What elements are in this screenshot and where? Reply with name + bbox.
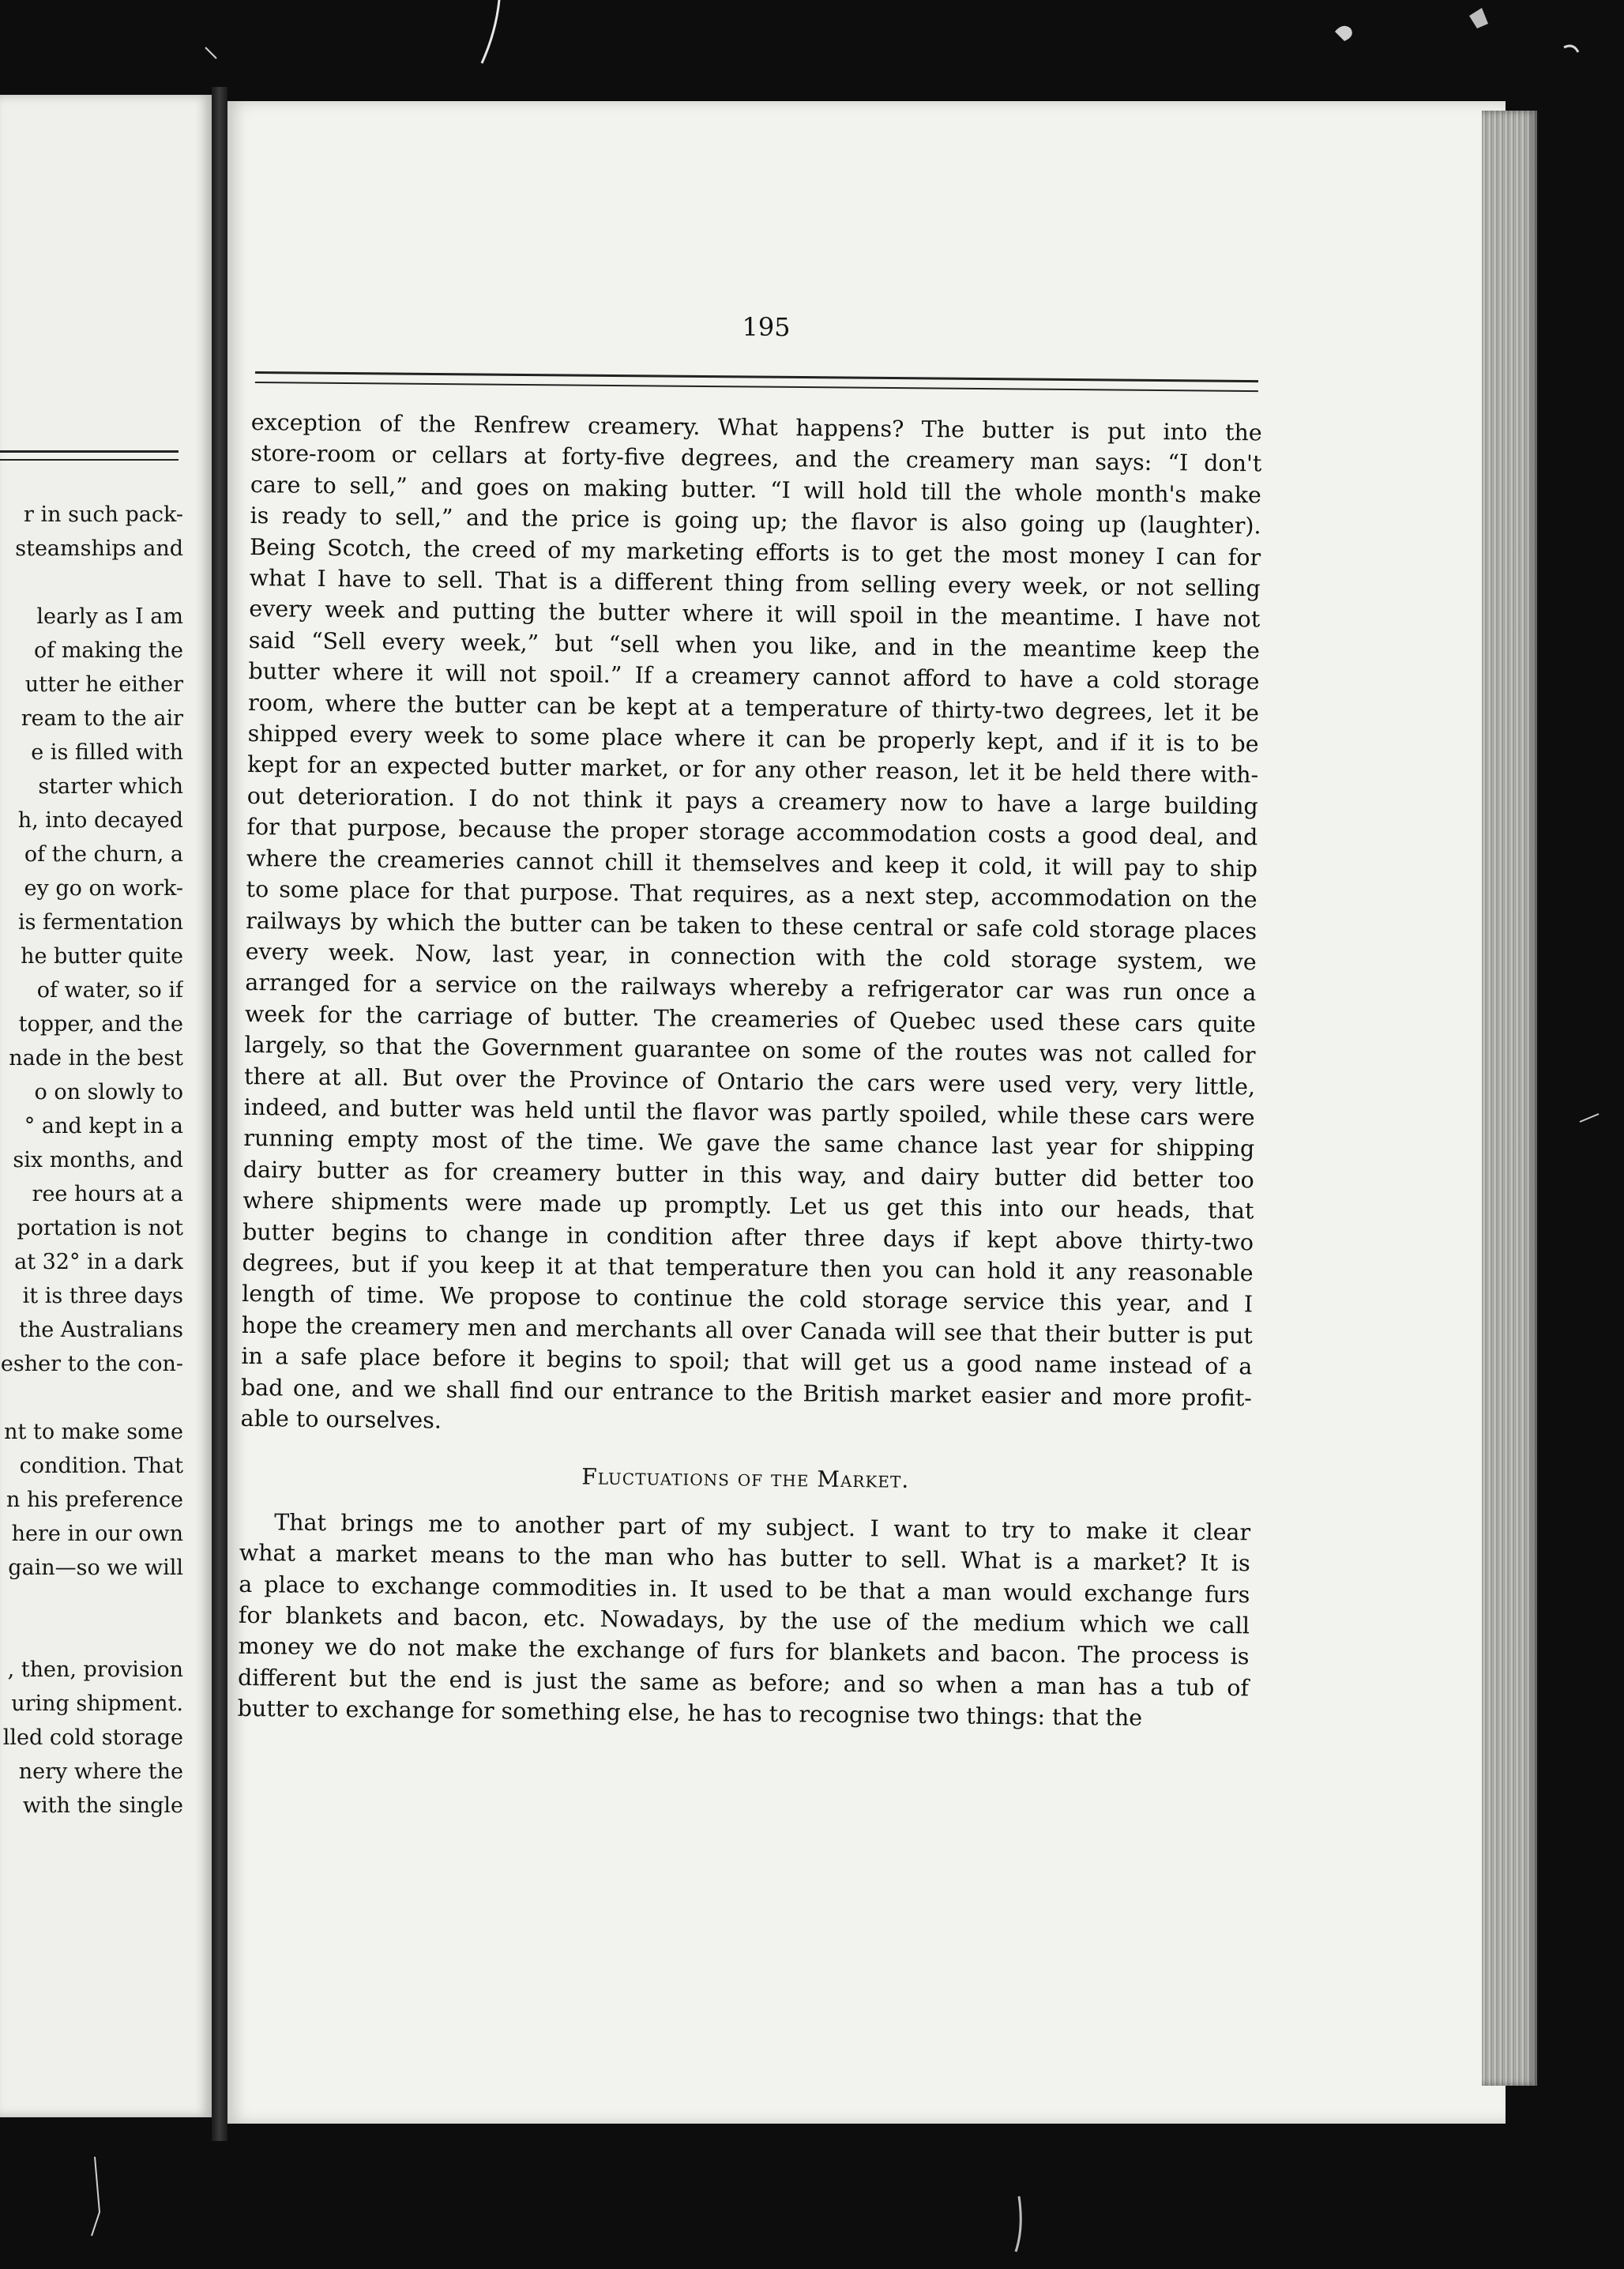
text-line: in a safe place before it begins to spoil; that will get us a good name instead of a [241,1343,1253,1380]
left-page-line: of making the [34,638,183,663]
page-edges [1482,111,1537,2086]
left-page-line: learly as I am [36,604,183,629]
text-line: said “Sell every week,” but “sell when you like, and in the meantime keep the [248,627,1261,664]
text-line: there at all. But over the Province of Ontario the cars were used very, very little, [243,1063,1256,1100]
text-line: different but the end is just the same as before; and so when a man has a tub of [237,1664,1250,1702]
left-page-line [0,1585,183,1619]
left-page-line: is fermentation [18,910,183,935]
text-line: largely, so that the Government guarantee on some of the routes was not called for [244,1032,1256,1069]
text-line: for that purpose, because the proper storage accommodation costs a good deal, and [246,814,1258,851]
text-line: dairy butter as for creamery butter in this way, and dairy butter did better too [242,1156,1254,1194]
left-page-line: h, into decayed [17,808,183,833]
text-line: exception of the Renfrew creamery. What happens? The butter is put into the [250,408,1262,446]
left-page-line: uring shipment. [11,1691,183,1716]
text-line: hope the creamery men and merchants all over Canada will see that their butter is put [241,1311,1253,1349]
text-line: care to sell,” and goes on making butter. “I will hold till the whole month's make [250,471,1262,509]
text-line: to some place for that purpose. That requires, as a next step, accommodation on the [246,876,1257,913]
left-page-line: condition. That [19,1454,183,1478]
left-page-line: he butter quite [21,944,183,969]
left-page-text-fragments [0,498,183,1823]
left-page-line: here in our own [11,1522,183,1546]
left-page-line: of the churn, a [24,842,183,867]
text-line: shipped every week to some place where it can be properly kept, and if it is to be [247,721,1259,758]
left-page-line [0,1381,183,1415]
left-page-header-rule [0,450,179,461]
left-page-line: ream to the air [21,706,183,731]
text-line: money we do not make the exchange of furs for blankets and bacon. The process is [238,1633,1250,1670]
text-line: running empty most of the time. We gave the same chance last year for shipping [243,1125,1255,1162]
text-line: length of time. We propose to continue the cold storage service this year, and I [242,1281,1254,1318]
text-line: every week and putting the butter where it will spoil in the meantime. I have not [249,596,1261,633]
text-line: able to ourselves. [240,1405,442,1434]
left-page-line: it is three days [22,1284,183,1308]
left-page-line: r in such pack- [24,502,183,527]
left-page-line: of water, so if [36,978,183,1003]
left-page-line: ey go on work- [24,876,183,901]
text-line: where the creameries cannot chill it themselves and keep it cold, it will pay to ship [246,845,1258,882]
left-page-line [0,1619,183,1653]
left-page-line: esher to the con- [0,1352,183,1376]
text-line: store-room or cellars at forty-five degrees, and the creamery man says: “I don't [250,440,1262,477]
left-page-line: , then, provision [7,1658,183,1682]
left-page-line: n his preference [6,1488,183,1512]
text-line: railways by which the butter can be taken to these central or safe cold storage places [246,907,1257,944]
text-line: butter begins to change in condition after three days if kept above thirty-two [242,1218,1254,1255]
left-page-line: portation is not [17,1216,183,1240]
left-page-line: nt to make some [4,1420,183,1444]
text-line: a place to exchange commodities in. It used to be that a man would exchange furs [239,1571,1250,1608]
book-gutter [212,87,227,2141]
left-page-line: lled cold storage [2,1725,183,1750]
left-page-line [0,566,183,600]
left-page-line: starter which [38,774,183,799]
text-line: Being Scotch, the creed of my marketing efforts is to get the most money I can for [249,533,1261,571]
text-line: kept for an expected butter market, or for any other reason, let it be held there with- [247,751,1259,788]
left-page-line: ree hours at a [32,1182,183,1206]
left-page-line: with the single [22,1793,183,1818]
left-facing-page [0,95,212,2117]
text-line: out deterioration. I do not think it pays a creamery now to have a large building [246,782,1258,820]
left-page-line: o on slowly to [34,1080,183,1104]
text-line: arranged for a service on the railways whereby a refrigerator car was run once a [245,969,1257,1007]
section-heading: Fluctuations of the Market. [581,1463,910,1494]
body-text [238,407,1262,1735]
text-line: where shipments were made up promptly. Let us get this into our heads, that [242,1187,1254,1225]
text-line: bad one, and we shall find our entrance to the British market easier and more profit- [240,1374,1253,1411]
text-line: indeed, and butter was held until the flavor was partly spoiled, while these cars were [243,1093,1255,1131]
left-page-line: e is filled with [31,740,183,765]
paragraph-market [238,1507,1251,1735]
text-line: butter where it will not spoil.” If a creamery cannot afford to have a cold storage [248,658,1260,695]
left-page-line: topper, and the [18,1012,183,1037]
left-page-line: ° and kept in a [24,1114,183,1138]
left-page-line: six months, and [13,1148,183,1172]
page-number: 195 [742,312,791,342]
paragraph-cold-storage [240,407,1262,1445]
text-line: room, where the butter can be kept at a temperature of thirty-two degrees, let it be [247,689,1260,727]
text-line: what I have to sell. That is a different thing from selling every week, or not selling [249,565,1261,602]
text-line: is ready to sell,” and the price is going up; the flavor is also going up (laughter). [250,502,1261,540]
text-line: butter to exchange for something else, he has to recognise two things: that the [237,1695,1143,1732]
text-line: week for the carriage of butter. The creameries of Quebec used these cars quite [244,1000,1257,1038]
text-line: what a market means to the man who has butter to sell. What is a market? It is [239,1540,1250,1577]
left-page-line: utter he either [24,672,183,697]
text-line: for blankets and bacon, etc. Nowadays, by the use of the medium which we call [238,1601,1250,1639]
left-page-line: gain—so we will [8,1556,183,1580]
left-page-line: steamships and [15,536,183,561]
text-line: degrees, but if you keep it at that temperature then you can hold it any reasonable [242,1249,1254,1287]
left-page-line: at 32° in a dark [14,1250,183,1274]
text-line: That brings me to another part of my subject. I want to try to make it clear [274,1509,1251,1546]
left-page-line: nery where the [18,1759,183,1784]
left-page-line: nade in the best [9,1046,183,1071]
text-line: every week. Now, last year, in connection with the cold storage system, we [245,938,1257,976]
left-page-line: the Australians [18,1318,183,1342]
